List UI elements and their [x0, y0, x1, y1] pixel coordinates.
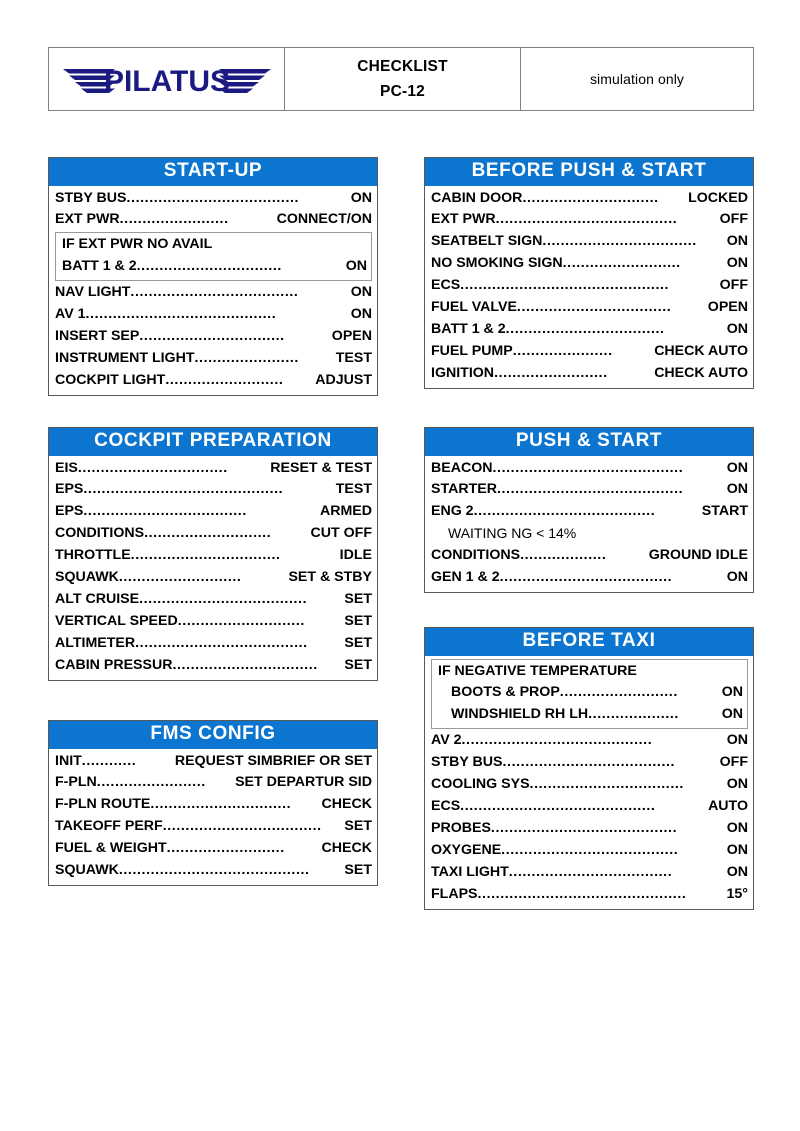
- leader-dots: .................................: [130, 547, 281, 564]
- leader-dots: ..........................................: [461, 732, 653, 749]
- checklist-row[interactable]: [431, 341, 748, 363]
- checklist-item-value: ON: [726, 481, 748, 498]
- checklist-item-value: SET & STBY: [288, 569, 372, 586]
- checklist-row[interactable]: [431, 796, 748, 818]
- checklist-item-value: IDLE: [339, 547, 372, 564]
- conditional-heading: IF NEGATIVE TEMPERATURE: [438, 662, 637, 679]
- checklist-item-value: AUTO: [708, 798, 748, 815]
- leader-dots: ............................: [144, 525, 272, 542]
- checklist-item-value: TEST: [335, 350, 372, 367]
- checklist-row[interactable]: [431, 231, 748, 253]
- checklist-row[interactable]: [55, 479, 372, 501]
- checklist-item-label: ECS: [431, 798, 461, 815]
- leader-dots: ....................................: [508, 863, 673, 880]
- checklist-item-value: SET: [344, 591, 372, 608]
- checklist-item-label: BEACON: [431, 459, 493, 476]
- section-body: [49, 456, 377, 680]
- checklist-item-label: TAXI LIGHT: [431, 863, 509, 880]
- checklist-row[interactable]: [431, 567, 748, 589]
- leader-dots: ..........................: [166, 840, 285, 857]
- checklist-item-value: SET DEPARTUR SID: [235, 774, 372, 791]
- checklist-item-label: BATT 1 & 2: [431, 321, 506, 338]
- leader-dots: ......................................: [499, 568, 673, 585]
- checklist-item-label: STBY BUS: [55, 189, 127, 206]
- checklist-item-label: ECS: [431, 277, 461, 294]
- checklist-item-label: COOLING SYS: [431, 776, 530, 793]
- checklist-item-value: CHECK: [321, 796, 372, 813]
- checklist-item-label: EPS: [55, 481, 84, 498]
- checklist-item-label: STARTER: [431, 481, 497, 498]
- leader-dots: ........................................: [495, 211, 678, 228]
- checklist-section-cockpit-preparation: [48, 427, 378, 681]
- checklist-row[interactable]: [438, 704, 743, 726]
- checklist-item-value: ON: [726, 820, 748, 837]
- checklist-row[interactable]: [55, 458, 372, 480]
- checklist-row[interactable]: [431, 545, 748, 567]
- leader-dots: ............................: [177, 613, 305, 630]
- checklist-item-value: ON: [345, 258, 367, 275]
- checklist-row[interactable]: [55, 209, 372, 231]
- checklist-row[interactable]: [55, 348, 372, 370]
- checklist-row[interactable]: [55, 545, 372, 567]
- section-header-startup: START-UP: [49, 158, 377, 186]
- checklist-row[interactable]: [55, 794, 372, 816]
- checklist-row[interactable]: [55, 816, 372, 838]
- leader-dots: .....................................: [130, 284, 299, 301]
- checklist-row[interactable]: [55, 838, 372, 860]
- checklist-row[interactable]: [431, 840, 748, 862]
- checklist-item-label: F-PLN ROUTE: [55, 796, 151, 813]
- checklist-item-label: GEN 1 & 2: [431, 568, 500, 585]
- checklist-item-value: ON: [721, 684, 743, 701]
- checklist-row[interactable]: [55, 282, 372, 304]
- checklist-row[interactable]: [55, 523, 372, 545]
- checklist-row[interactable]: [431, 363, 748, 385]
- checklist-item-label: COCKPIT LIGHT: [55, 372, 166, 389]
- checklist-item-label: INSTRUMENT LIGHT: [55, 350, 195, 367]
- checklist-row[interactable]: [431, 297, 748, 319]
- checklist-item-value: OPEN: [707, 299, 748, 316]
- checklist-item-label: EXT PWR: [55, 211, 120, 228]
- checklist-note: WAITING NG < 14%: [448, 525, 577, 542]
- leader-dots: ................................: [136, 258, 282, 275]
- checklist-item-label: NO SMOKING SIGN: [431, 255, 563, 272]
- checklist-item-label: AV 1: [55, 306, 86, 323]
- aircraft-model: PC-12: [380, 82, 425, 100]
- checklist-section-startup: [48, 157, 378, 396]
- checklist-item-value: SET: [344, 862, 372, 879]
- checklist-row[interactable]: [55, 501, 372, 523]
- checklist-item-label: OXYGENE: [431, 842, 502, 859]
- checklist-item-value: ON: [726, 776, 748, 793]
- checklist-item-value: ON: [726, 842, 748, 859]
- leader-dots: ..............................: [522, 189, 659, 206]
- checklist-row[interactable]: [438, 682, 743, 704]
- checklist-item-value: ON: [721, 706, 743, 723]
- checklist-item-value: TEST: [335, 481, 372, 498]
- pilatus-logo-cell: [49, 48, 285, 110]
- leader-dots: ......................................: [135, 635, 308, 652]
- checklist-title: CHECKLIST: [357, 58, 448, 75]
- checklist-item-label: FUEL PUMP: [431, 343, 513, 360]
- checklist-row[interactable]: [431, 501, 748, 523]
- checklist-item-label: FLAPS: [431, 885, 478, 902]
- checklist-title-cell: [285, 48, 521, 110]
- checklist-item-label: ALTIMETER: [55, 635, 136, 652]
- checklist-row[interactable]: [55, 611, 372, 633]
- checklist-row[interactable]: [55, 567, 372, 589]
- leader-dots: ........................................: [473, 503, 656, 520]
- leader-dots: ....................................: [83, 503, 247, 520]
- checklist-row[interactable]: [431, 730, 748, 752]
- leader-dots: ......................................: [126, 189, 300, 206]
- leader-dots: ..........................: [562, 255, 681, 272]
- checklist-item-value: ADJUST: [315, 372, 372, 389]
- checklist-item-value: OFF: [719, 754, 748, 771]
- leader-dots: ......................: [512, 343, 613, 360]
- leader-dots: ..........................................: [492, 459, 684, 476]
- checklist-item-label: STBY BUS: [431, 754, 503, 771]
- checklist-item-value: SET: [344, 656, 372, 673]
- checklist-item-value: CONNECT/ON: [276, 211, 372, 228]
- leader-dots: ...................: [520, 546, 607, 563]
- section-body: [425, 186, 753, 388]
- leader-dots: .......................: [194, 350, 299, 367]
- simulation-note: simulation only: [589, 71, 685, 87]
- checklist-row[interactable]: [55, 860, 372, 882]
- section-body: [49, 749, 377, 886]
- checklist-row[interactable]: [55, 655, 372, 677]
- leader-dots: .....................................: [139, 591, 308, 608]
- checklist-item-value: ON: [350, 306, 372, 323]
- checklist-item-label: SQUAWK: [55, 569, 119, 586]
- checklist-row[interactable]: [55, 589, 372, 611]
- leader-dots: ............................................: [83, 481, 284, 498]
- checklist-section-before-taxi: [424, 627, 754, 910]
- checklist-item-value: ON: [726, 459, 748, 476]
- leader-dots: ................................: [172, 656, 318, 673]
- checklist-item-label: THROTTLE: [55, 547, 131, 564]
- checklist-item-label: VERTICAL SPEED: [55, 613, 178, 630]
- checklist-row[interactable]: [431, 319, 748, 341]
- checklist-item-label: CABIN DOOR: [431, 189, 523, 206]
- leader-dots: .........................................: [496, 481, 684, 498]
- checklist-item-label: IGNITION: [431, 365, 495, 382]
- checklist-item-value: GROUND IDLE: [648, 546, 748, 563]
- leader-dots: ..............................................: [477, 885, 687, 902]
- checklist-item-value: REQUEST SIMBRIEF OR SET: [174, 752, 372, 769]
- checklist-item-value: ON: [350, 284, 372, 301]
- checklist-row[interactable]: [55, 772, 372, 794]
- leader-dots: ............: [81, 752, 137, 769]
- checklist-item-value: SET: [344, 635, 372, 652]
- checklist-item-value: ON: [726, 233, 748, 250]
- leader-dots: ..................................: [542, 233, 697, 250]
- checklist-item-label: EIS: [55, 459, 78, 476]
- section-body: [425, 456, 753, 592]
- leader-dots: ...........................................: [460, 798, 656, 815]
- checklist-row[interactable]: [62, 256, 367, 278]
- checklist-item-value: START: [701, 503, 748, 520]
- checklist-item-label: CABIN PRESSUR: [55, 656, 173, 673]
- checklist-item-value: ON: [726, 568, 748, 585]
- leader-dots: ..................................: [529, 776, 684, 793]
- checklist-item-label: F-PLN: [55, 774, 97, 791]
- checklist-item-label: SQUAWK: [55, 862, 119, 879]
- checklist-row[interactable]: [55, 633, 372, 655]
- checklist-item-value: SET: [344, 818, 372, 835]
- checklist-item-label: WINDSHIELD RH LH: [451, 706, 589, 723]
- checklist-item-label: TAKEOFF PERF: [55, 818, 163, 835]
- checklist-item-label: INIT: [55, 752, 82, 769]
- leader-dots: ..........................................: [118, 862, 310, 879]
- leader-dots: ..........................: [165, 372, 284, 389]
- checklist-row[interactable]: [431, 752, 748, 774]
- checklist-item-value: ON: [726, 863, 748, 880]
- section-body: [425, 656, 753, 909]
- checklist-row[interactable]: [55, 326, 372, 348]
- checklist-item-value: OPEN: [331, 328, 372, 345]
- leader-dots: ...............................: [150, 796, 292, 813]
- leader-dots: ...........................: [118, 569, 242, 586]
- checklist-section-fms-config: [48, 720, 378, 886]
- leader-dots: ........................: [119, 211, 229, 228]
- checklist-item-label: BOOTS & PROP: [451, 684, 560, 701]
- leader-dots: ................................: [139, 328, 285, 345]
- section-header-cockpit-preparation: COCKPIT PREPARATION: [49, 428, 377, 456]
- simulation-note-cell: [521, 48, 753, 110]
- checklist-item-value: CUT OFF: [310, 525, 372, 542]
- checklist-item-value: LOCKED: [688, 189, 748, 206]
- checklist-item-value: ON: [726, 255, 748, 272]
- checklist-item-value: CHECK AUTO: [654, 365, 748, 382]
- section-header-before-push-and-start: BEFORE PUSH & START: [425, 158, 753, 186]
- leader-dots: .......................................: [501, 842, 679, 859]
- leader-dots: ....................: [588, 706, 679, 723]
- checklist-item-label: BATT 1 & 2: [62, 258, 137, 275]
- checklist-item-value: ARMED: [319, 503, 372, 520]
- checklist-row[interactable]: [431, 774, 748, 796]
- checklist-item-value: ON: [350, 189, 372, 206]
- checklist-row[interactable]: [55, 304, 372, 326]
- checklist-row[interactable]: [431, 884, 748, 906]
- leader-dots: .........................: [494, 365, 608, 382]
- leader-dots: ........................: [96, 774, 206, 791]
- checklist-item-label: ALT CRUISE: [55, 591, 140, 608]
- leader-dots: ..........................................: [85, 306, 277, 323]
- checklist-item-label: SEATBELT SIGN: [431, 233, 543, 250]
- document-title-bar: [48, 47, 754, 111]
- leader-dots: ...................................: [162, 818, 322, 835]
- checklist-row[interactable]: [431, 188, 748, 210]
- conditional-heading: IF EXT PWR NO AVAIL: [62, 236, 213, 253]
- checklist-item-label: FUEL & WEIGHT: [55, 840, 167, 857]
- checklist-item-value: OFF: [719, 211, 748, 228]
- checklist-row[interactable]: [431, 862, 748, 884]
- checklist-item-value: CHECK: [321, 840, 372, 857]
- pilatus-logo: [49, 59, 284, 99]
- leader-dots: ..............................................: [460, 277, 670, 294]
- checklist-row[interactable]: [431, 209, 748, 231]
- checklist-row[interactable]: [431, 479, 748, 501]
- section-header-push-and-start: PUSH & START: [425, 428, 753, 456]
- checklist-item-value: ON: [726, 321, 748, 338]
- checklist-item-value: CHECK AUTO: [654, 343, 748, 360]
- section-header-fms-config: FMS CONFIG: [49, 721, 377, 749]
- checklist-item-label: AV 2: [431, 732, 462, 749]
- checklist-item-label: NAV LIGHT: [55, 284, 131, 301]
- pilatus-wordmark: PILATUS: [103, 65, 230, 98]
- checklist-item-label: EXT PWR: [431, 211, 496, 228]
- checklist-item-label: INSERT SEP: [55, 328, 140, 345]
- checklist-row[interactable]: [431, 275, 748, 297]
- leader-dots: ...................................: [505, 321, 665, 338]
- checklist-item-label: FUEL VALVE: [431, 299, 517, 316]
- section-body: [49, 186, 377, 395]
- checklist-item-value: ON: [726, 732, 748, 749]
- checklist-item-label: CONDITIONS: [431, 546, 521, 563]
- checklist-row[interactable]: [431, 818, 748, 840]
- checklist-row[interactable]: [55, 751, 372, 773]
- section-header-before-taxi: BEFORE TAXI: [425, 628, 753, 656]
- checklist-item-value: RESET & TEST: [270, 459, 372, 476]
- leader-dots: ..........................: [559, 684, 678, 701]
- checklist-section-before-push-and-start: [424, 157, 754, 389]
- checklist-row[interactable]: [55, 370, 372, 392]
- leader-dots: ......................................: [502, 754, 676, 771]
- checklist-section-push-and-start: [424, 427, 754, 593]
- checklist-item-label: PROBES: [431, 820, 491, 837]
- checklist-row[interactable]: [431, 253, 748, 275]
- checklist-item-value: SET: [344, 613, 372, 630]
- leader-dots: ..................................: [516, 299, 672, 316]
- conditional-subsection: [55, 232, 372, 281]
- leader-dots: .........................................: [490, 820, 678, 837]
- checklist-item-label: CONDITIONS: [55, 525, 145, 542]
- checklist-row[interactable]: [431, 458, 748, 480]
- checklist-row[interactable]: [55, 188, 372, 210]
- conditional-subsection: [431, 659, 748, 730]
- checklist-item-value: OFF: [719, 277, 748, 294]
- checklist-item-label: ENG 2: [431, 503, 474, 520]
- leader-dots: .................................: [77, 459, 228, 476]
- checklist-item-label: EPS: [55, 503, 84, 520]
- checklist-item-value: 15°: [726, 885, 748, 902]
